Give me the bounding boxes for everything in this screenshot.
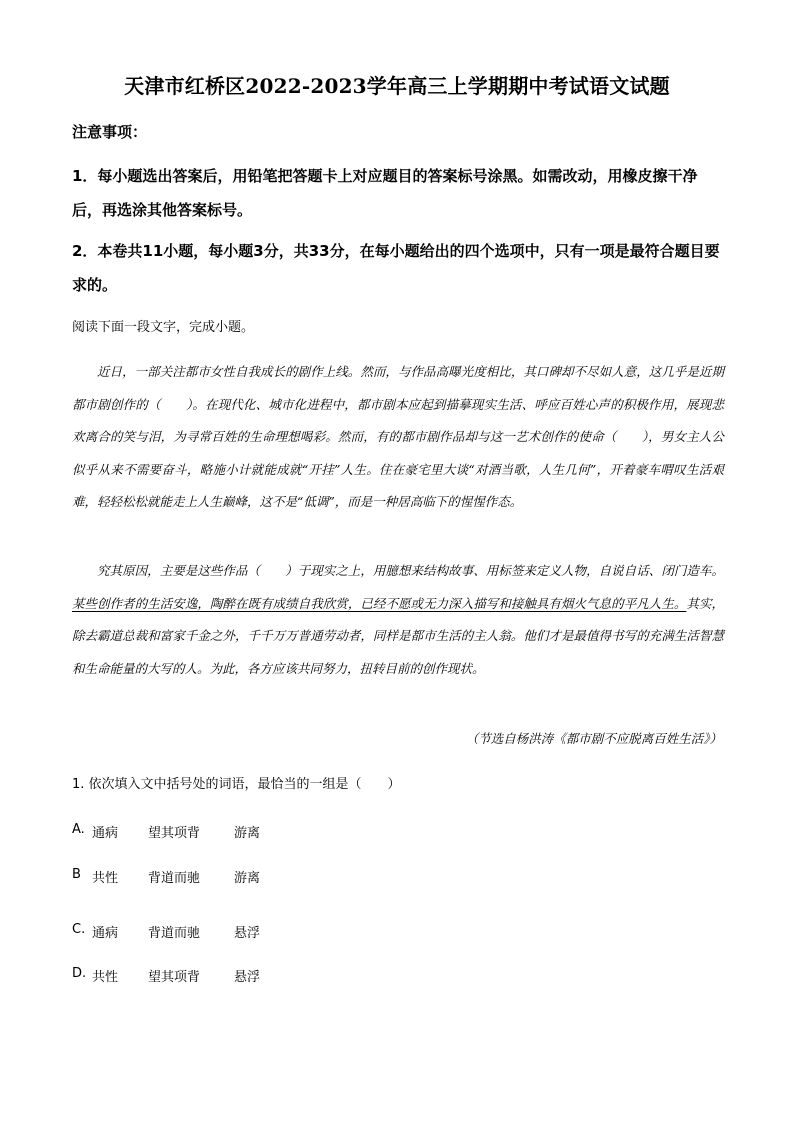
option-b	[72, 867, 260, 886]
option-word-3: 游离	[234, 871, 261, 886]
option-a	[72, 822, 260, 841]
option-word-2: 望其项背	[148, 970, 201, 985]
option-word-3: 游离	[234, 826, 261, 841]
option-letter: C.	[72, 922, 86, 937]
option-word-1: 通病	[92, 926, 119, 941]
option-letter: A.	[72, 822, 85, 837]
passage-paragraph-2	[72, 555, 724, 685]
passage-paragraph-1: 近日，一部关注都市女性自我成长的剧作上线。然而，与作品高曝光度相比，其口碑却不尽如人意，这几乎是近期都市剧创作的（ ）。在现代化、城市化进程中，都市剧本应起到描摹现实生活、呼应百姓心声的积极作用，展现悲欢离合的笑与泪，为寻常百姓的生命理想喝彩。然而，有的都市剧作品却与这一艺术创作的使命（ ），男女主人公似乎从来不需要奋斗，略施小计就能成就“开挂”人生。住在豪宅里大谈“对酒当歌，人生几何”，开着豪车喟叹生活艰难，轻轻松松就能走上人生巅峰，这不是“低调”，而是一种居高临下的惺惺作态。	[72, 364, 724, 509]
option-word-1: 通病	[92, 826, 119, 841]
note-item-1: 1．每小题选出答案后，用铅笔把答题卡上对应题目的答案标号涂黑。如需改动，用橡皮擦干净后，再选涂其他答案标号。	[72, 167, 698, 219]
option-word-1: 共性	[92, 871, 119, 886]
exam-title: 天津市红桥区2022-2023学年高三上学期期中考试语文试题	[124, 74, 670, 98]
option-word-3: 悬浮	[234, 926, 261, 941]
option-c	[72, 922, 260, 941]
option-letter: D.	[72, 966, 87, 981]
option-d	[72, 966, 260, 985]
option-letter: B	[72, 867, 81, 882]
reading-instruction: 阅读下面一段文字，完成小题。	[72, 320, 255, 335]
option-word-3: 悬浮	[234, 970, 261, 985]
passage-text: 究其原因，主要是这些作品（ ）于现实之上，用臆想来结构故事、用标签来定义人物，自说自话、闭门造车。	[97, 563, 724, 578]
question-stem: 1. 依次填入文中括号处的词语，最恰当的一组是（ ）	[72, 777, 401, 792]
passage-source: （节选自杨洪涛《都市剧不应脱离百姓生活》）	[465, 731, 722, 746]
passage-text: 其实，除去霸道总裁和富家千金之外，千千万万普通劳动者，同样是都市生活的主人翁。他们才是最值得书写的充满生活智慧和生命能量的大写的人。为此，各方应该共同努力，扭转目前的创作现状。	[72, 595, 724, 676]
notes-heading: 注意事项：	[72, 123, 148, 141]
option-word-2: 望其项背	[148, 826, 201, 841]
option-word-2: 背道而驰	[148, 926, 201, 941]
underlined-sentence: 某些创作者的生活安逸，陶醉在既有成绩自我欣赏，已经不愿或无力深入描写和接触具有烟火气息的平凡人生。	[72, 595, 687, 611]
option-word-2: 背道而驰	[148, 871, 201, 886]
note-item-2: 2．本卷共11小题，每小题3分，共33分，在每小题给出的四个选项中，只有一项是最符合题目要求的。	[72, 242, 720, 294]
option-word-1: 共性	[92, 970, 119, 985]
